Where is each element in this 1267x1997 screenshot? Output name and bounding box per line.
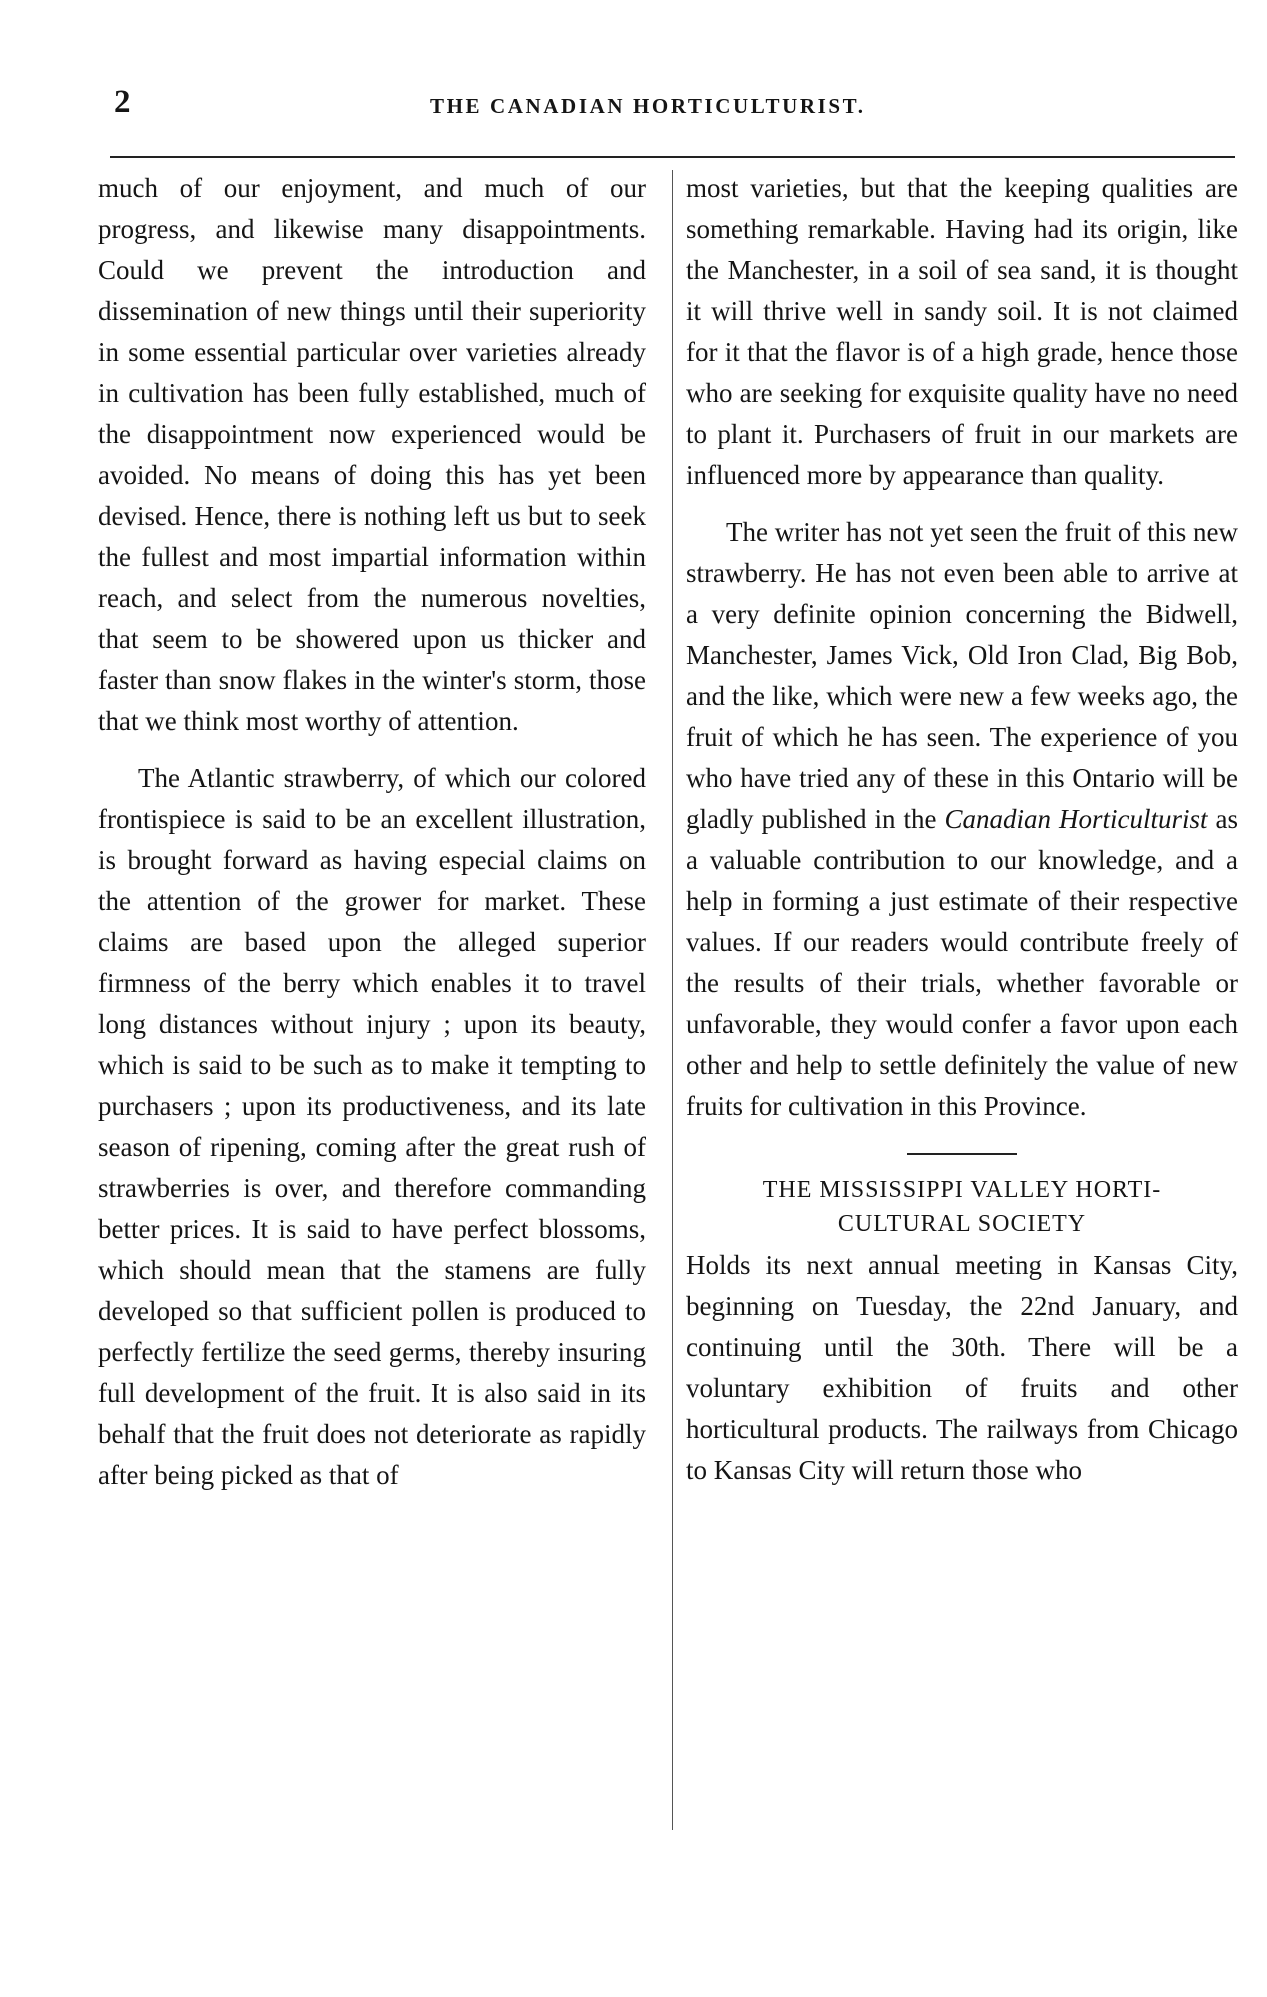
section-divider: [907, 1153, 1017, 1155]
right-paragraph-3: Holds its next annual meeting in Kansas City, beginning on Tuesday, the 22nd January, and continuing until the 30th. There will be a voluntary exhibition of fruits and other horticultural products. The railways from Chicago to Kansas City will return those who: [686, 1250, 1238, 1485]
right-column: [686, 168, 1238, 1491]
right-paragraph-1: most varieties, but that the keeping qualities are something remarkable. Having had its origin, like the Manchester, in a soil of sea sand, it is thought it will thrive well in sandy soil. It is not claimed for it that the flavor is of a high grade, hence those who are seeking for exquisite quality have no need to plant it. Purchasers of fruit in our markets are influenced more by appearance than quality.: [686, 173, 1238, 490]
section-heading-line-1: THE MISSISSIPPI VALLEY HORTI-: [762, 1177, 1162, 1203]
left-paragraph-2: The Atlantic strawberry, of which our colored frontispiece is said to be an excellent illustration, is brought forward as having especial claims on the attention of the grower for market. These claims are based upon the alleged superior firmness of the berry which enables it to travel long distances without injury ; upon its beauty, which is said to be such as to make it tempting to purchasers ; upon its productiveness, and its late season of ripening, coming after the great rush of strawberries is over, and therefore commanding better prices. It is said to have perfect blossoms, which should mean that the stamens are fully developed so that sufficient pollen is produced to perfectly fertilize the seed germs, thereby insuring full development of the fruit. It is also said in its behalf that the fruit does not deteriorate as rapidly after being picked as that of: [98, 763, 646, 1490]
column-divider: [672, 170, 673, 1830]
right-paragraph-2: [686, 512, 1238, 1127]
right-paragraph-2-text-b: as a valuable contribution to our knowledge, and a help in forming a just estimate of their respective values. If our readers would contribute freely of the results of their trials, whether favorable or unfavorable, they would confer a favor upon each other and help to settle definitely the value of new fruits for cultivation in this Province.: [686, 804, 1238, 1121]
section-heading: [686, 1173, 1238, 1241]
publication-title-italic: Canadian Horticulturist: [944, 804, 1208, 834]
section-heading-line-2: CULTURAL SOCIETY: [837, 1211, 1087, 1237]
left-paragraph-1: much of our enjoyment, and much of our progress, and likewise many disappointments. Could we prevent the introduction and dissemination of new things until their superiority in some essential particular over varieties already in cultivation has been fully established, much of the disappointment now experienced would be avoided. No means of doing this has yet been devised. Hence, there is nothing left us but to seek the fullest and most impartial information within reach, and select from the numerous novelties, that seem to be showered upon us thicker and faster than snow flakes in the winter's storm, those that we think most worthy of attention.: [98, 173, 646, 736]
page-number: 2: [114, 84, 131, 120]
right-paragraph-2-text-a: The writer has not yet seen the fruit of this new strawberry. He has not even been able to arrive at a very definite opinion concerning the Bidwell, Manchester, James Vick, Old Iron Clad, Big Bob, and the like, which were new a few weeks ago, the fruit of which he has seen. The experience of you who have tried any of these in this Ontario will be gladly published in the: [686, 517, 1238, 834]
page-header: [110, 84, 1235, 128]
left-column: [98, 168, 646, 1496]
header-rule: [110, 156, 1235, 158]
running-title: THE CANADIAN HORTICULTURIST.: [430, 94, 866, 118]
